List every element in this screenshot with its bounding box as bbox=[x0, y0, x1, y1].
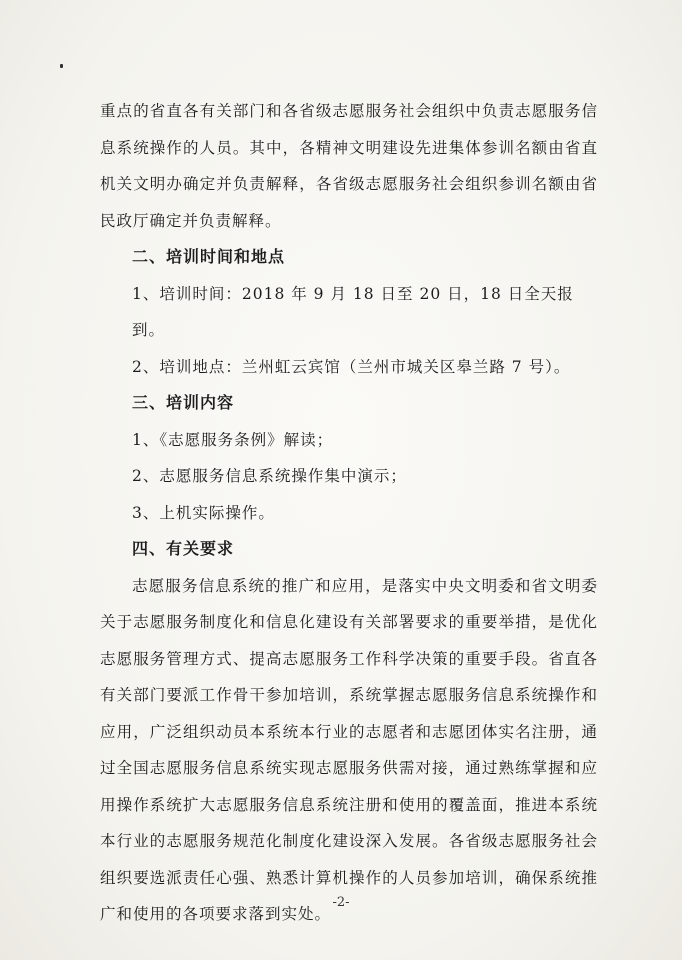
section-heading-content: 三、培训内容 bbox=[132, 393, 235, 412]
list-item-content-1: 1、《志愿服务条例》解读； bbox=[132, 430, 334, 449]
scan-speck bbox=[60, 64, 63, 68]
list-item-training-time: 1、培训时间：2018 年 9 月 18 日至 20 日，18 日全天报到。 bbox=[132, 284, 574, 339]
section-heading-time-place: 二、培训时间和地点 bbox=[132, 247, 286, 266]
list-item-content-3: 3、上机实际操作。 bbox=[132, 503, 275, 522]
requirements-paragraph: 志愿服务信息系统的推广和应用，是落实中央文明委和省文明委关于志愿服务制度化和信息化建设有关部署要求的重要举措，是优化志愿服务管理方式、提高志愿服务工作科学决策的重要手段。省直各有关部门要派工作骨干参加培训，系统掌握志愿服务信息系统操作和应用，广泛组织动员本系统本行业的志愿者和志愿团体实名注册，通过全国志愿服务信息系统实现志愿服务供需对接，通过熟练掌握和应用操作系统扩大志愿服务信息系统注册和使用的覆盖面，推进本系统本行业的志愿服务规范化制度化建设深入发展。各省级志愿服务社会组织要选派责任心强、熟悉计算机操作的人员参加培训，确保系统推广和使用的各项要求落到实处。 bbox=[100, 576, 598, 923]
document-body bbox=[100, 93, 598, 933]
section-heading-requirements: 四、有关要求 bbox=[132, 539, 235, 558]
intro-paragraph: 重点的省直各有关部门和各省级志愿服务社会组织中负责志愿服务信息系统操作的人员。其中，各精神文明建设先进集体参训名额由省直机关文明办确定并负责解释，各省级志愿服务社会组织参训名额由省民政厅确定并负责解释。 bbox=[100, 102, 598, 230]
list-item-training-location: 2、培训地点：兰州虹云宾馆（兰州市城关区皋兰路 7 号）。 bbox=[132, 357, 571, 376]
list-item-content-2: 2、志愿服务信息系统操作集中演示； bbox=[132, 467, 407, 485]
page-number: -2- bbox=[332, 895, 350, 910]
